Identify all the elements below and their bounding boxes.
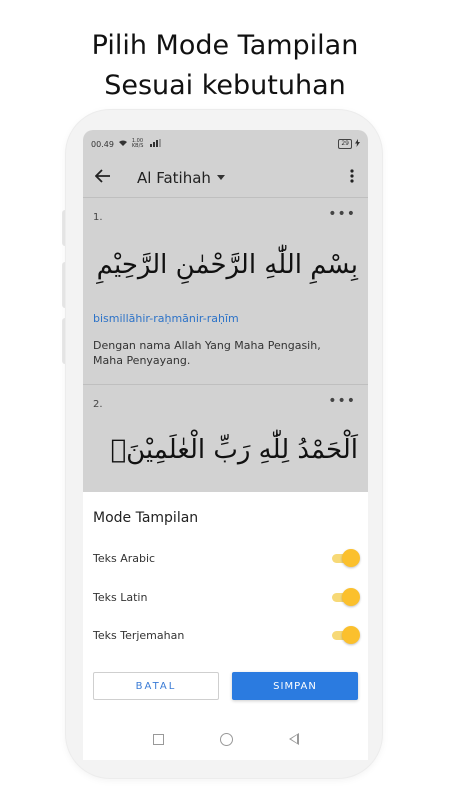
verse-latin-text: bismillāhir-raḥmānir-raḥīm	[93, 312, 239, 325]
recent-apps-icon[interactable]	[153, 734, 164, 745]
charging-icon	[355, 139, 360, 149]
toggle-switch-latin[interactable]	[332, 588, 358, 606]
toggle-switch-arabic[interactable]	[332, 549, 358, 567]
page-title: Al Fatihah	[137, 168, 211, 187]
toggle-label: Teks Arabic	[93, 551, 156, 565]
toggle-row-arabic	[93, 546, 358, 570]
toggle-row-translation	[93, 623, 358, 647]
verse-arabic-text: بِسْمِ اللّٰهِ الرَّحْمٰنِ الرَّحِيْمِ	[96, 250, 358, 280]
verse-translation-text: Dengan nama Allah Yang Maha Pengasih, Maha Penyayang.	[93, 339, 321, 367]
toggle-switch-translation[interactable]	[332, 626, 358, 644]
more-menu-button[interactable]	[336, 158, 368, 198]
toggle-label: Teks Latin	[93, 590, 148, 604]
more-vert-icon	[350, 168, 354, 187]
dimmed-content-area	[83, 130, 368, 492]
back-button[interactable]	[83, 158, 123, 198]
wifi-icon	[118, 139, 128, 149]
headline-line-1: Pilih Mode Tampilan	[91, 30, 359, 61]
verse-options-button[interactable]: •••	[328, 206, 356, 222]
sheet-title: Mode Tampilan	[93, 510, 199, 526]
network-rate: 1.00 KB/S	[131, 138, 144, 149]
status-time: 00.49	[91, 139, 114, 149]
verse-number: 2.	[93, 399, 103, 410]
signal-icon	[150, 139, 162, 149]
verse-item	[83, 198, 368, 384]
nav-back-icon[interactable]	[289, 733, 299, 745]
verse-number: 1.	[93, 212, 103, 223]
headline	[0, 26, 450, 106]
app-bar	[83, 158, 368, 198]
system-nav-bar	[83, 724, 368, 754]
home-icon[interactable]	[220, 733, 233, 746]
save-button[interactable]: SIMPAN	[232, 672, 358, 700]
verse-arabic-text: اَلْحَمْدُ لِلّٰهِ رَبِّ الْعٰلَمِيْنَۙ	[110, 435, 358, 465]
status-bar	[83, 130, 368, 158]
arrow-back-icon	[95, 167, 111, 188]
toggle-row-latin	[93, 585, 358, 609]
chevron-down-icon	[217, 175, 225, 180]
toggle-label: Teks Terjemahan	[93, 628, 185, 642]
display-mode-sheet	[83, 492, 368, 760]
cancel-button[interactable]: BATAL	[93, 672, 219, 700]
surah-selector[interactable]	[137, 169, 225, 187]
headline-line-2: Sesuai kebutuhan	[104, 70, 346, 101]
phone-screen	[83, 130, 368, 760]
verse-item	[83, 385, 368, 492]
verse-options-button[interactable]: •••	[328, 393, 356, 409]
battery-level: 29	[338, 139, 352, 149]
